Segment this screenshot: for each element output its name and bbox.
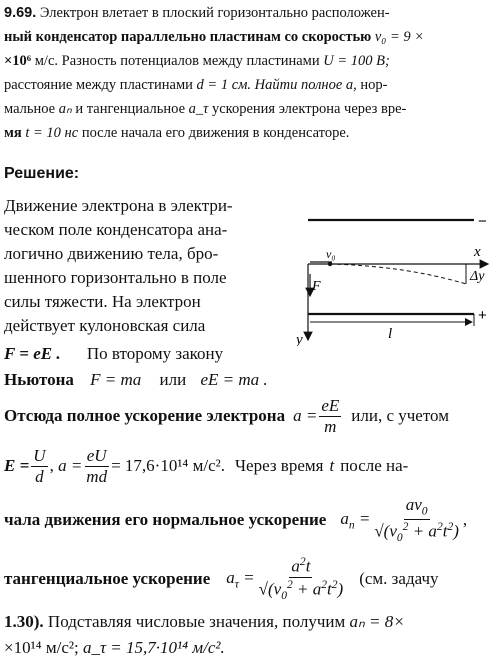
problem-line-3: ×10⁶ м/с. Разность потенциалов между пластинами U = 100 В; xyxy=(4,53,390,69)
fraction-eE-m: $\frac{eE}{m}$ xyxy=(321,395,340,436)
fraction-eU-md: $\frac{eU}{md}$ xyxy=(86,445,108,486)
problem-line-5: мальное aₙ и тангенциальное a_τ ускорения электрона через вре- xyxy=(4,101,407,117)
total-acc-line: Отсюда полное ускорение электрона a = $\frac{eE}{m}$ или, с учетом xyxy=(4,395,449,436)
length-label: l xyxy=(388,326,393,342)
atau-value: a_τ = 15,7·10¹⁴ м/с². xyxy=(82,638,225,657)
problem-line-6: мя t = 10 нс после начала его движения в конденсаторе. xyxy=(4,125,350,141)
coulomb-force-line: F = eE . По второму закону xyxy=(4,344,224,363)
force-label: F xyxy=(312,279,321,294)
para1-line-6: действует кулоновская сила xyxy=(4,316,206,335)
problem-line-1: 9.69. Электрон влетает в плоский горизонтально расположен- xyxy=(4,5,390,21)
plus-sign: + xyxy=(478,307,487,324)
newton-line: Ньютона F = ma или eE = ma . xyxy=(4,370,268,389)
newton-formula-1: F = ma xyxy=(90,370,142,389)
problem-line-4: расстояние между пластинами d = 1 см. Найти полное a, нор- xyxy=(4,77,388,93)
para1-line-5: силы тяжести. На электрон xyxy=(4,292,201,311)
an-value: aₙ = 8× xyxy=(349,612,405,631)
capacitor-diagram xyxy=(296,196,492,346)
minus-sign: − xyxy=(478,213,487,230)
problem-number: 9.69. xyxy=(4,5,37,21)
results-line-2: ×10¹⁴ м/с²; a_τ = 15,7·10¹⁴ м/с². xyxy=(4,638,225,657)
para1-line-1: Движение электрона в электри- xyxy=(4,196,233,215)
tangential-acc-line: тангенциальное ускорение $a_\tau$ = $\frac{a^2t}{√(v_0^2 + a^2t^2)}$ (см. задачу xyxy=(4,555,439,602)
coulomb-force-formula: F = eE . xyxy=(4,344,61,363)
v0-label: v₀ xyxy=(326,247,336,261)
field-acc-line: E = $\frac{U}{d}$ , a = $\frac{eU}{md}$ = 17,6·10¹⁴ м/с². Через время t после на- xyxy=(4,445,409,486)
delta-y-label: Δy xyxy=(470,269,485,284)
normal-acc-formula: $\frac{av_0}{√(v_0^2 + a^2t^2)}$ xyxy=(374,495,459,544)
y-axis-label: y xyxy=(296,332,303,346)
results-line-1: 1.30). Подставляя числовые значения, получим aₙ = 8× xyxy=(4,612,405,631)
tangential-acc-formula: $\frac{a^2t}{√(v_0^2 + a^2t^2)}$ xyxy=(258,555,344,602)
x-axis-label: x xyxy=(474,244,481,260)
problem-line-2: ный конденсатор параллельно пластинам со скоростью v₀ = 9 × xyxy=(4,29,425,45)
trajectory xyxy=(330,264,466,284)
para1-line-4: шенного горизонтально в поле xyxy=(4,268,227,287)
normal-acc-line: чала движения его нормальное ускорение $a_n$ = $\frac{av_0}{√(v_0^2 + a^2t^2)}$ , xyxy=(4,495,468,544)
para1-line-3: логично движению тела, бро- xyxy=(4,244,219,263)
fraction-U-d: $\frac{U}{d}$ xyxy=(33,445,46,486)
para1-line-2: ческом поле конденсатора ана- xyxy=(4,220,228,239)
newton-formula-2: eE = ma . xyxy=(200,370,268,389)
solution-heading: Решение: xyxy=(4,165,80,182)
acc-value: = 17,6·10¹⁴ м/с². xyxy=(111,456,225,475)
